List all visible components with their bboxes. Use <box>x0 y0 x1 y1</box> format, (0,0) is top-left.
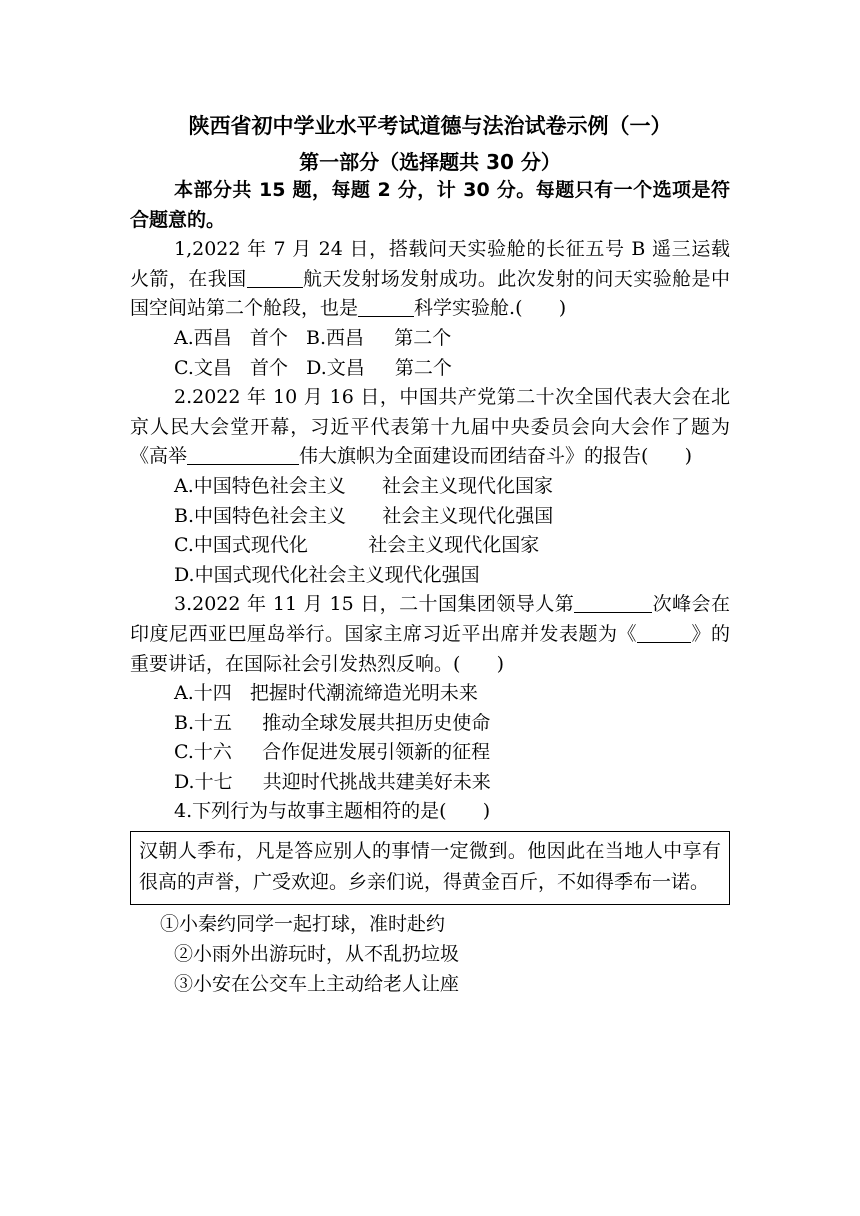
section-heading: 第一部分（选择题共 30 分） <box>299 150 561 174</box>
exam-body <box>130 176 730 999</box>
q4-choice: ①小秦约同学一起打球，准时赴约 <box>160 913 446 936</box>
q1-option-row: C.文昌 首个 D.文昌 第二个 <box>174 356 452 379</box>
q3-option: B.十五 推动全球发展共担历史使命 <box>174 711 491 734</box>
q2-option: C.中国式现代化 社会主义现代化国家 <box>174 534 540 557</box>
q2-option: A.中国特色社会主义 社会主义现代化国家 <box>174 474 553 497</box>
question-3 <box>130 590 730 679</box>
answer-parentheses: ( ) <box>439 800 491 823</box>
q4-choice: ②小雨外出游玩时，从不乱扔垃圾 <box>174 943 460 966</box>
question-4 <box>130 797 730 827</box>
q2-option: B.中国特色社会主义 社会主义现代化强国 <box>174 504 554 527</box>
q3-text-1: 3.2022 年 11 月 15 日，二十国集团领导人第 <box>174 593 575 616</box>
q2-option: D.中国式现代化社会主义现代化强国 <box>174 563 480 586</box>
q3-text-3: 》的重要讲话，在国际社会引发热烈反响。 <box>130 622 730 675</box>
instruction-text: 本部分共 15 题，每题 2 分，计 30 分。每题只有一个选项是符合题意的。 <box>130 179 730 231</box>
answer-parentheses: ( ) <box>453 652 505 675</box>
q3-option: C.十六 合作促进发展引领新的征程 <box>174 741 491 764</box>
question-2 <box>130 383 730 472</box>
q2-text-1: 2.2022 年 10 月 16 日，中国共产党第二十次全国代表大会在北京人民大会堂开幕，习近平代表第十九届中央委员会向大会作了题为《高举 <box>130 386 730 468</box>
answer-parentheses: ( ) <box>515 297 567 320</box>
q3-text-2: 次峰会在印度尼西亚巴厘岛举行。国家主席习近平出席并发表题为《 <box>130 593 730 645</box>
q1-text-2: 航天发射场发射成功。此次发射的问天实验舱是中国空间站第二个舱段，也是 <box>130 267 730 320</box>
question-1 <box>130 235 730 324</box>
q3-option: D.十七 共迎时代挑战共建美好未来 <box>174 770 491 793</box>
q2-text-2: 伟大旗帜为全面建设而团结奋斗》的报告 <box>299 445 642 468</box>
q1-text-1: 1,2022 年 7 月 24 日，搭载问天实验舱的长征五号 B 遥三运载火箭，在我国 <box>130 238 730 290</box>
answer-blank <box>637 623 691 643</box>
answer-blank <box>358 297 414 317</box>
q4-choice: ③小安在公交车上主动给老人让座 <box>174 973 460 996</box>
story-box: 汉朝人季布，凡是答应别人的事情一定微到。他因此在当地人中享有很高的声誉，广受欢迎。乡亲们说，得黄金百斤，不如得季布一诺。 <box>130 831 730 905</box>
q4-stem: 4.下列行为与故事主题相符的是 <box>174 800 440 823</box>
answer-blank <box>574 593 652 613</box>
answer-blank <box>187 445 299 465</box>
q3-option: A.十四 把握时代潮流缔造光明未来 <box>174 682 478 705</box>
q1-text-3: 科学实验舱. <box>414 297 516 320</box>
answer-blank <box>247 268 303 288</box>
page-title: 陕西省初中学业水平考试道德与法治试卷示例（一） <box>188 114 672 138</box>
answer-parentheses: ( ) <box>641 445 693 468</box>
q1-option-row: A.西昌 首个 B.西昌 第二个 <box>174 326 452 349</box>
